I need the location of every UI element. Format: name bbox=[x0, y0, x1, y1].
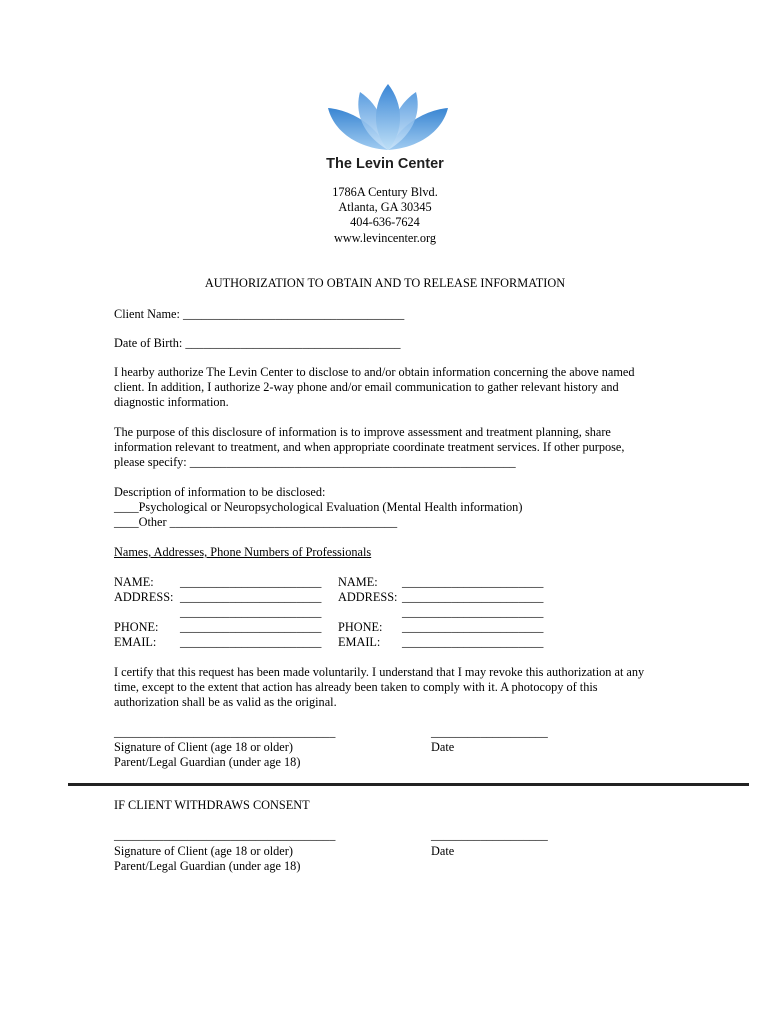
date-of-birth-field[interactable]: Date of Birth: ___________________________________ bbox=[114, 336, 401, 350]
withdraw-signature-client-label: Signature of Client (age 18 or older) bbox=[114, 844, 293, 858]
professional-1-phone-label: PHONE: bbox=[114, 620, 159, 634]
description-heading: Description of information to be disclosed: bbox=[114, 485, 326, 499]
psychological-evaluation-option[interactable]: ____Psychological or Neuropsychological Evaluation (Mental Health information) bbox=[114, 500, 523, 514]
client-name-field[interactable]: Client Name: ____________________________________ bbox=[114, 307, 405, 321]
certification-paragraph-line: I certify that this request has been made voluntarily. I understand that I may revoke this authorization at any bbox=[114, 665, 645, 679]
phone-number: 404-636-7624 bbox=[350, 215, 420, 229]
professional-1-email-label: EMAIL: bbox=[114, 635, 157, 649]
professional-1-address-field-2[interactable]: _______________________ bbox=[180, 605, 322, 619]
other-information-option[interactable]: ____Other _____________________________________ bbox=[114, 515, 398, 529]
professional-2-address-field-2[interactable]: _______________________ bbox=[402, 605, 544, 619]
professional-1-phone-field[interactable]: _______________________ bbox=[180, 620, 322, 634]
withdraw-guardian-label: Parent/Legal Guardian (under age 18) bbox=[114, 859, 301, 873]
professional-1-email-field[interactable]: _______________________ bbox=[180, 635, 322, 649]
professional-1-name-field[interactable]: _______________________ bbox=[180, 575, 322, 589]
professional-2-phone-label: PHONE: bbox=[338, 620, 383, 634]
section-divider bbox=[68, 783, 749, 786]
address-line-1: 1786A Century Blvd. bbox=[332, 185, 438, 199]
professional-2-name-label: NAME: bbox=[338, 575, 378, 589]
withdraw-date-label: Date bbox=[431, 844, 455, 858]
levin-center-lotus-logo bbox=[328, 84, 448, 154]
signature-client-label: Signature of Client (age 18 or older) bbox=[114, 740, 293, 754]
professional-2-name-field[interactable]: _______________________ bbox=[402, 575, 544, 589]
purpose-paragraph-line: information relevant to treatment, and when appropriate coordinate treatment services. If other purpose, bbox=[114, 440, 625, 454]
purpose-specify-field[interactable]: please specify: _____________________________________________________ bbox=[114, 455, 516, 469]
professional-1-name-label: NAME: bbox=[114, 575, 154, 589]
withdraw-date-field[interactable]: ___________________ bbox=[431, 828, 548, 842]
website: www.levincenter.org bbox=[333, 231, 437, 245]
professionals-heading: Names, Addresses, Phone Numbers of Professionals bbox=[114, 545, 372, 559]
certification-paragraph-line: authorization shall be as valid as the original. bbox=[114, 695, 337, 709]
signature-date-field[interactable]: ___________________ bbox=[431, 725, 548, 739]
withdraw-signature-field[interactable]: ____________________________________ bbox=[114, 828, 336, 842]
withdraw-consent-heading: IF CLIENT WITHDRAWS CONSENT bbox=[114, 798, 310, 812]
professional-2-address-label: ADDRESS: bbox=[338, 590, 398, 604]
authorization-paragraph-line: diagnostic information. bbox=[114, 395, 229, 409]
professional-1-address-label: ADDRESS: bbox=[114, 590, 174, 604]
form-title: AUTHORIZATION TO OBTAIN AND TO RELEASE INFORMATION bbox=[204, 276, 566, 290]
authorization-paragraph-line: client. In addition, I authorize 2-way phone and/or email communication to gather relevant history and bbox=[114, 380, 619, 394]
guardian-label: Parent/Legal Guardian (under age 18) bbox=[114, 755, 301, 769]
date-label: Date bbox=[431, 740, 455, 754]
client-signature-field[interactable]: ____________________________________ bbox=[114, 725, 336, 739]
professional-2-email-field[interactable]: _______________________ bbox=[402, 635, 544, 649]
professional-2-address-field[interactable]: _______________________ bbox=[402, 590, 544, 604]
professional-2-email-label: EMAIL: bbox=[338, 635, 381, 649]
professional-2-phone-field[interactable]: _______________________ bbox=[402, 620, 544, 634]
purpose-paragraph-line: The purpose of this disclosure of information is to improve assessment and treatment planning, share bbox=[114, 425, 611, 439]
address-line-2: Atlanta, GA 30345 bbox=[338, 200, 432, 214]
certification-paragraph-line: time, except to the extent that action has already been taken to comply with it. A photocopy of this bbox=[114, 680, 598, 694]
authorization-paragraph-line: I hearby authorize The Levin Center to disclose to and/or obtain information concerning the above named bbox=[114, 365, 635, 379]
organization-name: The Levin Center bbox=[326, 156, 444, 172]
professional-1-address-field[interactable]: _______________________ bbox=[180, 590, 322, 604]
